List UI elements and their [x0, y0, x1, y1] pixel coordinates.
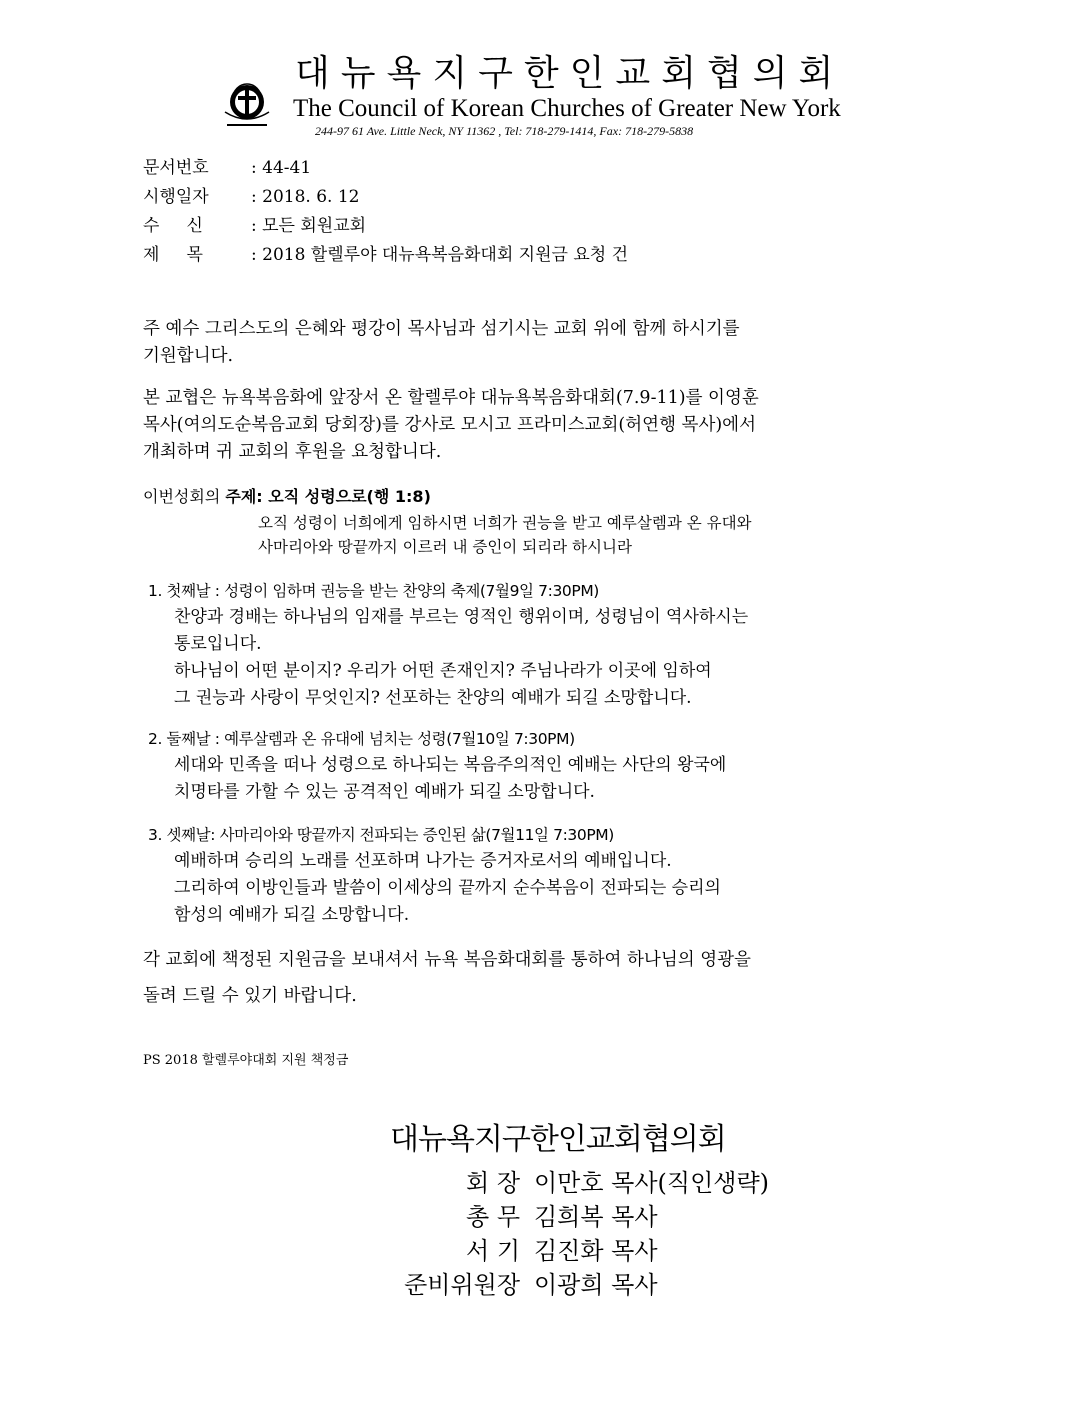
day-item-title: 3. 셋째날: 사마리아와 땅끝까지 전파되는 증인된 삶(7월11일 7:30PM): [148, 826, 614, 844]
signature-name: 김희복 목사: [534, 1203, 658, 1231]
meta-row: [143, 241, 628, 270]
text-line: 함성의 예배가 되길 소망합니다.: [174, 905, 410, 925]
signature-role: 회 장: [466, 1169, 520, 1197]
meta-value: : 모든 회원교회: [251, 216, 367, 236]
signature-name: 이광희 목사: [534, 1271, 658, 1299]
text-line: 찬양과 경배는 하나님의 임재를 부르는 영적인 행위이며, 성령님이 역사하시는: [174, 607, 749, 627]
theme-heading: [143, 485, 431, 509]
signature-block: [360, 1166, 769, 1302]
text-line: 돌려 드릴 수 있기 바랍니다.: [143, 986, 357, 1006]
signature-org: 대뉴욕지구한인교회협의회: [390, 1122, 726, 1157]
text-line: 각 교회에 책정된 지원금을 보내셔서 뉴욕 복음화대회를 통하여 하나님의 영광을: [143, 950, 751, 970]
document-meta: [143, 154, 628, 270]
council-address: 244-97 61 Ave. Little Neck, NY 11362 , Tel: 718-279-1414, Fax: 718-279-5838: [315, 124, 694, 138]
signature-row: [360, 1268, 769, 1302]
text-line: 하나님이 어떤 분이지? 우리가 어떤 존재인지? 주님나라가 이곳에 임하여: [174, 661, 712, 681]
council-name-korean: 대뉴욕지구한인교회협의회: [295, 53, 845, 94]
text-line: 예배하며 승리의 노래를 선포하며 나가는 증거자로서의 예배입니다.: [174, 851, 672, 871]
text-line: 목사(여의도순복음교회 당회장)를 강사로 모시고 프라미스교회(허연행 목사)에서: [143, 415, 756, 435]
day-item-body: [148, 752, 938, 806]
signature-role: 서 기: [466, 1237, 520, 1265]
day-item-title: 1. 첫째날 : 성령이 임하며 권능을 받는 찬양의 축제(7월9일 7:30PM): [148, 582, 599, 600]
signature-row: [360, 1234, 769, 1268]
text-line: 그리하여 이방인들과 발씀이 이세상의 끝까지 순수복음이 전파되는 승리의: [174, 878, 721, 898]
text-line: 개최하며 귀 교회의 후원을 요청합니다.: [143, 442, 442, 462]
meta-row: [143, 212, 628, 241]
meta-key: 문서번호: [143, 158, 209, 178]
meta-key: 시행일자: [143, 187, 209, 207]
request-paragraph: [143, 385, 953, 466]
meta-row: [143, 154, 628, 183]
day-item: [148, 578, 938, 712]
day-item-body: [148, 604, 938, 712]
text-line: 기원합니다.: [143, 346, 234, 366]
signature-row: [360, 1166, 769, 1200]
signature-name: 이만호 목사(직인생략): [534, 1169, 770, 1197]
closing-paragraph: [143, 942, 953, 1014]
day-item: [148, 726, 938, 806]
postscript: PS 2018 할렐루야대회 지원 책정금: [143, 1053, 349, 1068]
greeting-paragraph: [143, 316, 953, 370]
day-item: [148, 822, 938, 929]
text-line: 통로입니다.: [174, 634, 262, 654]
meta-key: 제 목: [143, 245, 203, 265]
day-item-body: [148, 848, 938, 929]
text-line: 사마리아와 땅끝까지 이르러 내 증인이 되리라 하시니라: [258, 538, 632, 556]
theme-verse: [258, 511, 752, 559]
meta-key: 수 신: [143, 216, 203, 236]
meta-value: : 2018. 6. 12: [251, 187, 360, 207]
signature-name: 김진화 목사: [534, 1237, 658, 1265]
text-line: 주 예수 그리스도의 은혜와 평강이 목사님과 섬기시는 교회 위에 함께 하시기를: [143, 319, 740, 339]
text-line: 본 교협은 뉴욕복음화에 앞장서 온 할렐루야 대뉴욕복음화대회(7.9-11)를 이영훈: [143, 388, 759, 408]
meta-value: : 2018 할렐루야 대뉴욕복음화대회 지원금 요청 건: [251, 245, 629, 265]
letterhead: [215, 52, 855, 142]
text-line: 치명타를 가할 수 있는 공격적인 예배가 되길 소망합니다.: [174, 782, 595, 802]
text-line: 세대와 민족을 떠나 성령으로 하나되는 복음주의적인 예배는 사단의 왕국에: [174, 755, 727, 775]
theme-label: 주제: 오직 성령으로(행 1:8): [225, 487, 431, 506]
signature-role: 준비위원장: [404, 1271, 520, 1299]
meta-value: : 44-41: [251, 158, 312, 178]
signature-role: 총 무: [466, 1203, 520, 1231]
signature-row: [360, 1200, 769, 1234]
theme-prefix: 이번성회의: [143, 487, 226, 506]
meta-row: [143, 183, 628, 212]
council-logo-icon: [219, 70, 275, 132]
text-line: 그 권능과 사랑이 무엇인지? 선포하는 찬양의 예배가 되길 소망합니다.: [174, 688, 692, 708]
day-item-title: 2. 둘째날 : 예루살렘과 온 유대에 넘치는 성령(7월10일 7:30PM): [148, 730, 575, 748]
council-name-english: The Council of Korean Churches of Greater New York: [293, 95, 841, 122]
text-line: 오직 성령이 너희에게 임하시면 너희가 권능을 받고 예루살렘과 온 유대와: [258, 514, 752, 532]
